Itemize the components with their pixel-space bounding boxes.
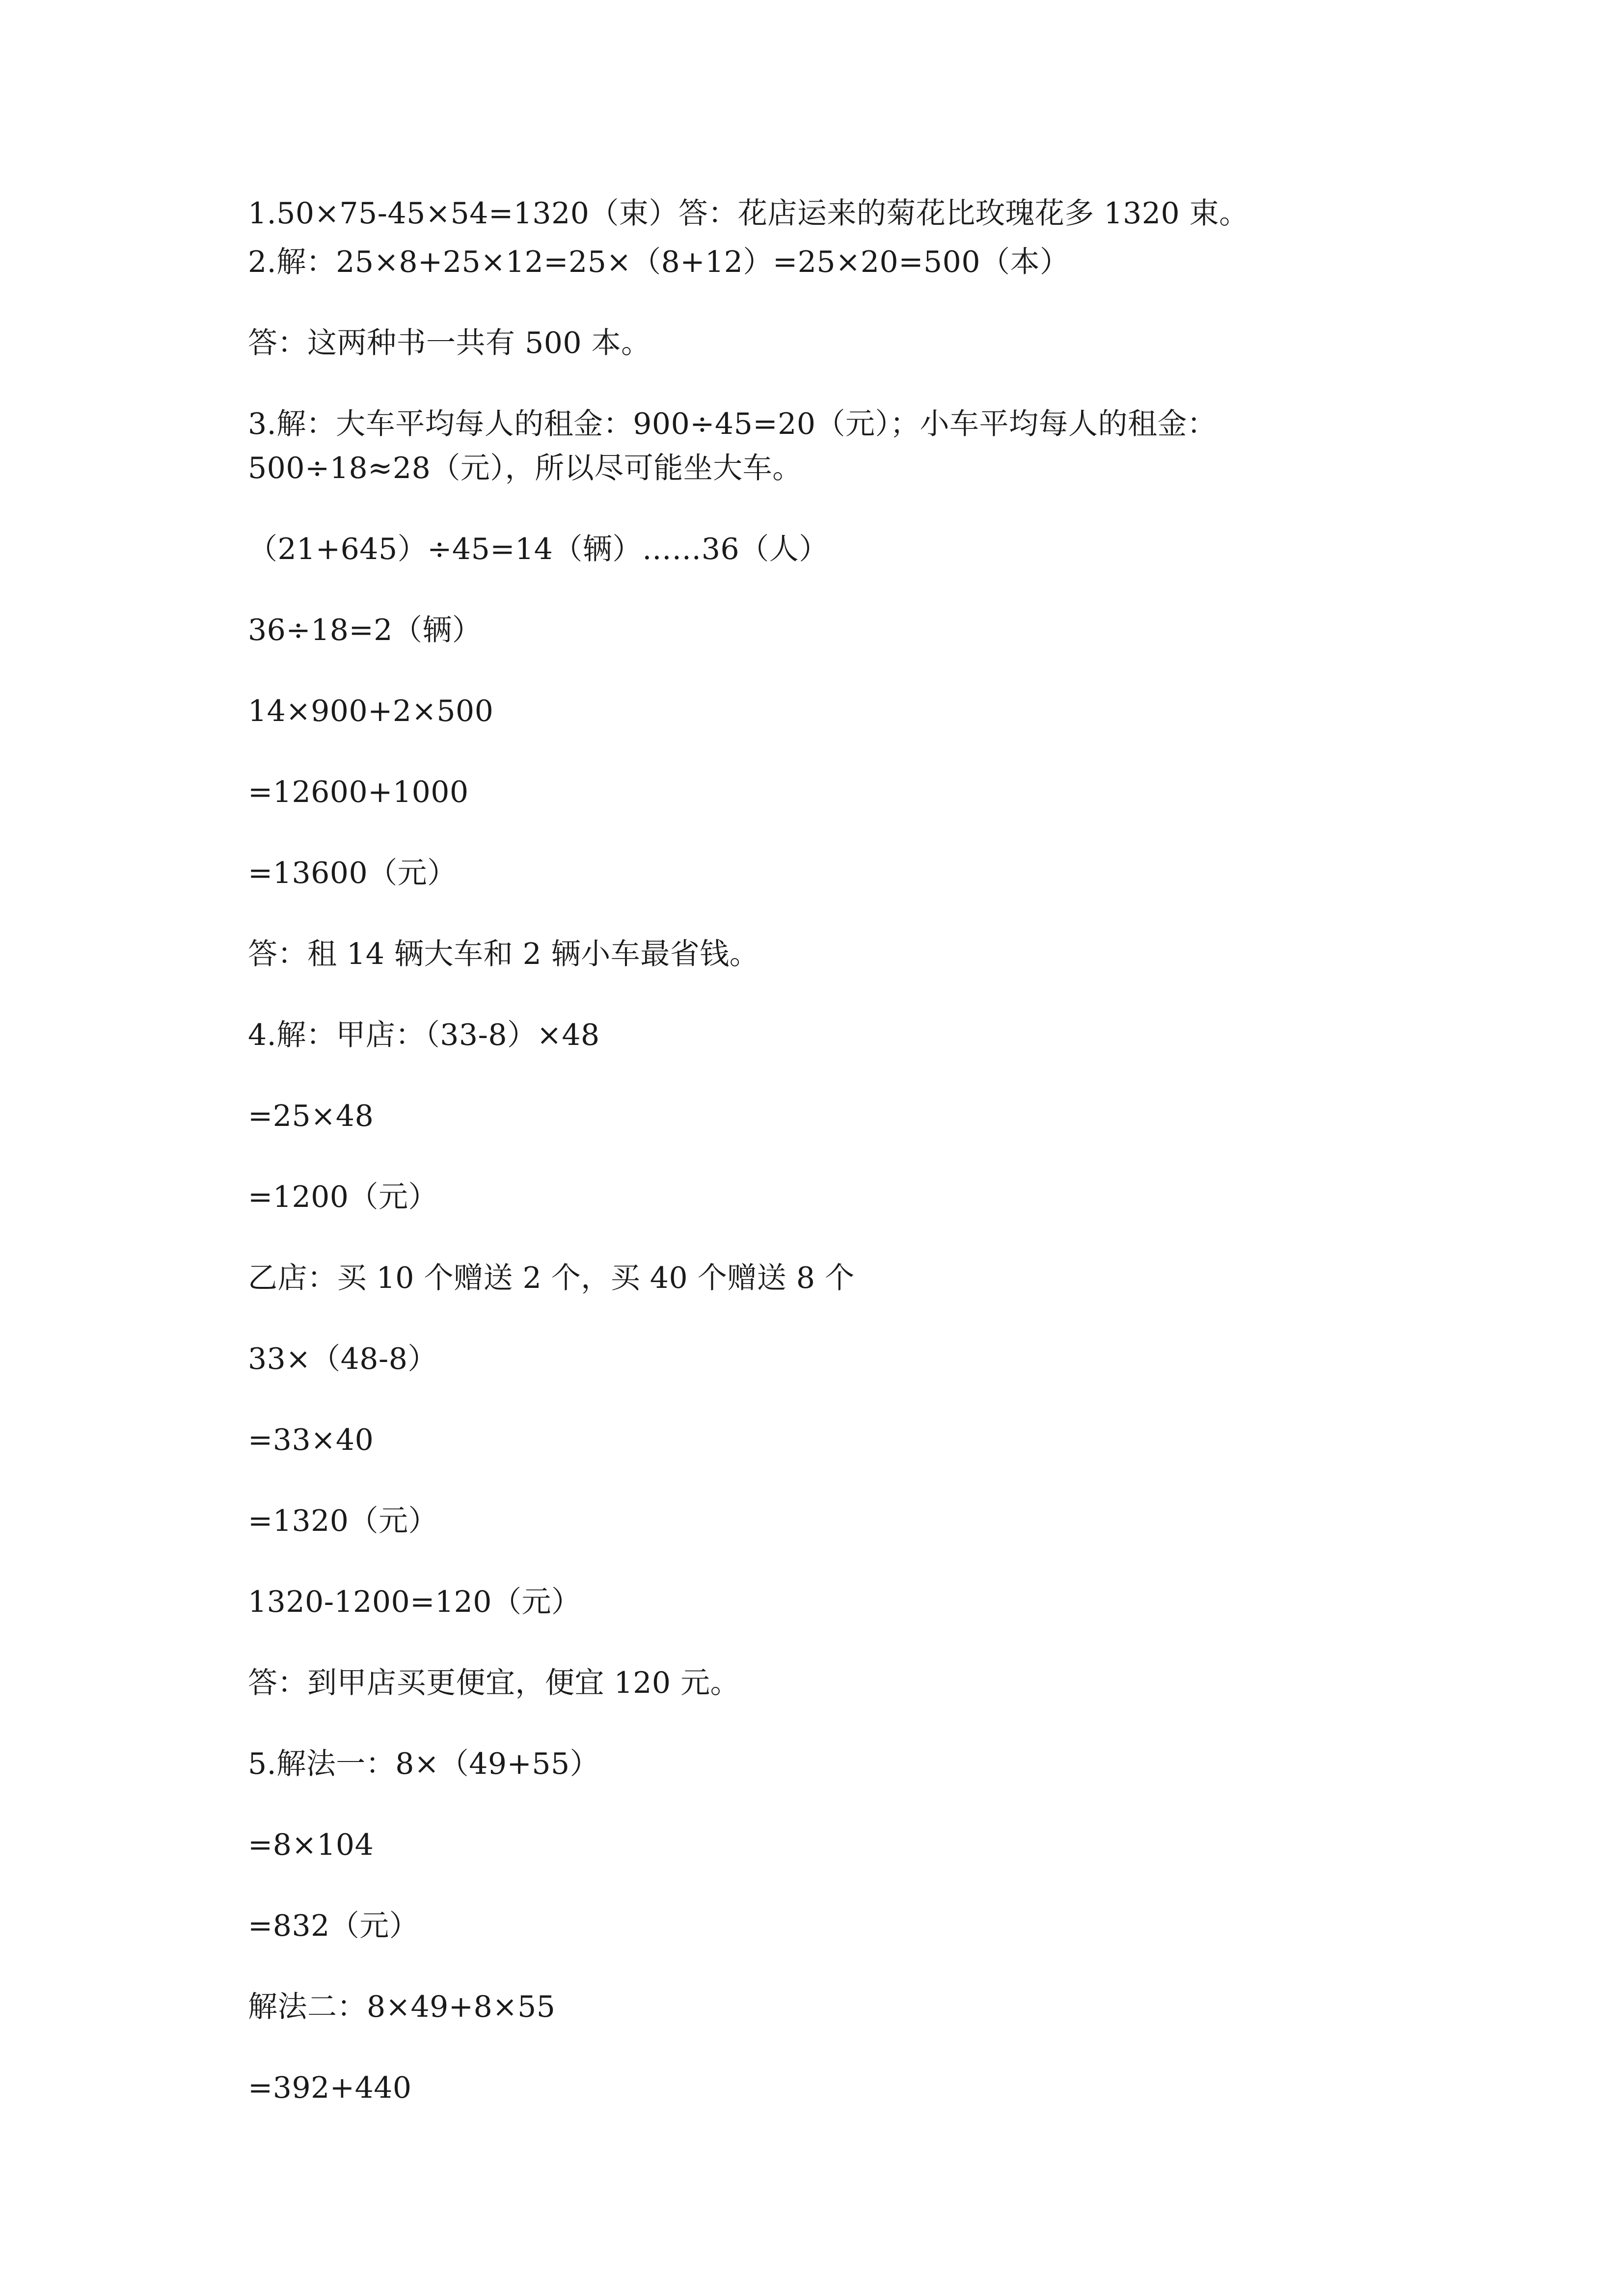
answer-3-line-1: 3.解：大车平均每人的租金：900÷45=20（元）；小车平均每人的租金： [248,407,1217,441]
answer-text [248,196,1377,2154]
answer-3-conclusion: 答：租 14 辆大车和 2 辆小车最省钱。 [248,937,759,971]
answer-5-step-3: =392+440 [248,2071,412,2105]
answer-3-line-2: 500÷18≈28（元），所以尽可能坐大车。 [248,451,802,485]
answer-2-conclusion: 答：这两种书一共有 500 本。 [248,326,651,360]
answer-5-method-2: 解法二：8×49+8×55 [248,1990,556,2024]
answer-5-step-1: =8×104 [248,1828,374,1862]
answer-2-line: 2.解：25×8+25×12=25×（8+12）=25×20=500（本） [248,245,1070,279]
answer-4-conclusion: 答：到甲店买更便宜，便宜 120 元。 [248,1666,740,1700]
answer-3-step-5: =13600（元） [248,856,457,890]
answer-4-step-2: =1200（元） [248,1180,438,1214]
answer-3-step-2: 36÷18=2（辆） [248,613,482,647]
answer-1-line: 1.50×75-45×54=1320（束）答：花店运来的菊花比玫瑰花多 1320 束。 [248,196,1249,231]
answer-5-method-1: 5.解法一：8×（49+55） [248,1747,600,1781]
answer-3-step-3: 14×900+2×500 [248,694,494,728]
answer-4-line-1: 4.解：甲店：（33-8）×48 [248,1018,600,1052]
answer-4-step-3: 33×（48-8） [248,1342,437,1376]
answer-5-step-2: =832（元） [248,1909,419,1943]
answer-4-line-2: 乙店：买 10 个赠送 2 个，买 40 个赠送 8 个 [248,1261,855,1295]
answer-3-step-4: =12600+1000 [248,775,469,809]
answer-3-step-1: （21+645）÷45=14（辆）……36（人） [248,532,829,566]
answer-4-step-5: =1320（元） [248,1504,438,1538]
answer-4-step-4: =33×40 [248,1423,374,1457]
answer-4-step-1: =25×48 [248,1099,374,1133]
answer-4-step-6: 1320-1200=120（元） [248,1585,581,1619]
